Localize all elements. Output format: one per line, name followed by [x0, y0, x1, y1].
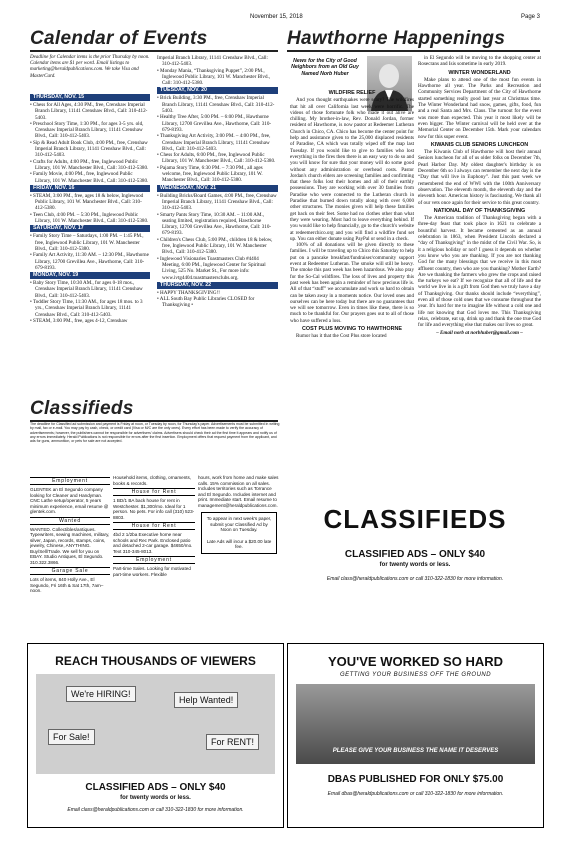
- paragraph: Rumor has it that the Cost Plus store located: [296, 333, 387, 340]
- signature: – Email norb at norbhuber@gmail.com –: [436, 330, 523, 337]
- classified-category: Garage Sale: [30, 567, 110, 575]
- subhead: NATIONAL DAY OF THANKSGIVING: [433, 207, 526, 214]
- reach-ad-title: REACH THOUSANDS OF VIEWERS: [55, 654, 256, 668]
- dba-ad-headline: DBAS PUBLISHED FOR ONLY $75.00: [327, 774, 504, 785]
- reach-ad-image: [36, 674, 275, 774]
- classifieds-column-2: [113, 475, 195, 615]
- dba-ad-title: YOU'VE WORKED SO HARD: [328, 654, 503, 669]
- classifieds-section: [30, 398, 278, 422]
- dba-ad: [287, 643, 544, 828]
- calendar-section: [30, 28, 278, 52]
- day-header: THURSDAY, NOV. 22: [157, 282, 278, 289]
- dba-ad-email: Email dbas@heraldpublications.com or call 310-322-1830 for more information.: [327, 791, 504, 797]
- calendar-column-2: [157, 55, 278, 390]
- event-item: • Healthy Tree After, 5:00 PM. – 6:00 PM., Hawthorne Library, 12700 Grevillea Ave., Hawthorne, Call: 310-679-8193.: [157, 114, 272, 133]
- late-fee-note: Late Ads will incur a $20.00 late fee.: [201, 536, 277, 554]
- reach-ad-headline: CLASSIFIED ADS – ONLY $40: [85, 782, 226, 793]
- paragraph: The American tradition of Thanksgiving began with a three-day feast that took place in 1621 to celebrate a bountiful harvest. It became cemented as an annual celebration in 1863, when President Lincoln declared a “day of Thanksgiving” in the midst of the Civil War. So, is it a religious holiday or not? I guess it depends on whether you know who you are thanking. If you are not thanking God for the many blessings that we receive in this most affluent country, then who are you thanking? Mother Earth? Are we thanking the farmers who grew the crops and raised the turkeys we eat? If we recognize that all of life and the world we live in is a gift from God then we truly have a day of Thanksgiving. Our thanks should include “everything”, even all of those cold ones that we consume throughout the year. It's hard for me to imagine life without a cold one and life not knowing that God loves me. This Thanksgiving relax, celebrate, eat up, drink up and thank the one true God for life and everything else that makes our lives so great.: [418, 215, 541, 329]
- event-item: • STEAM, 3:00 PM., free, ages 18 & below, Inglewood Public Library, 101 W. Manchester Blvd., Call: 310-412-5380.: [30, 192, 144, 212]
- classifieds-ad-email: Email class@heraldpublications.com or call 310-322-1830 for more information.: [326, 576, 504, 582]
- classified-category: Employment: [113, 556, 195, 564]
- day-header: FRIDAY, NOV. 16: [30, 185, 150, 192]
- classified-listing: Lots of items, 840 Holly Ave., El Segundo, Fri 16th & Sat 17th, 7am–noon.: [30, 577, 104, 593]
- dba-ad-subtitle: GETTING YOUR BUSINESS OFF THE GROUND: [339, 672, 492, 678]
- dba-ad-image: [296, 684, 535, 764]
- event-item: • Family Movie, 4:00 PM., free, Inglewood Public Library, 101 W. Manchester Blvd., Call: 310-412-5380.: [30, 171, 149, 184]
- event-item: • HAPPY THANKSGIVING!!: [157, 289, 220, 296]
- calendar-title: Calendar of Events: [30, 28, 208, 49]
- classified-listing: GLENTEK an El Segundo company looking for Cleaner and Handyman. CNC Lathe setup/operator, 5 years minimum experience, email resume @ glentek.com.: [30, 487, 109, 514]
- classified-listing: Part-time Sales. Looking for motivated part-time workers. Flexible: [113, 566, 191, 577]
- issue-date: November 15, 2018: [250, 14, 303, 20]
- hawthorne-title: Hawthorne Happenings: [287, 28, 506, 49]
- event-item: • Sip & Read Adult Book Club, 4:00 PM., free, Crenshaw Imperial Branch Library, 11141 Crenshaw Blvd., Call: 310-412-5403.: [30, 139, 148, 159]
- hawthorne-section: [287, 28, 540, 52]
- classified-listing: WANTED. Collectibles/antiques. Typewriters, sewing machines, military, silver, Japan, records, stamps, coins, jewelry, Chinese, ANYTHING. Buy/Sell/Trade. We sell for you on EBAY. Studio Antiques, El Segundo. 310.322.3866.: [30, 526, 110, 565]
- event-item: • Monday Mania, “Thanksgiving Puppet”, 2:00 PM., Inglewood Public Library, 101 W. Manchester Blvd., Call: 310-412-5380.: [157, 67, 271, 87]
- paragraph: 100% of all donations will be given directly to these families. I will be traveling up to Chico this Saturday to help put on a pancake breakfast/fundraiser/community support event at Redeemer Lutheran. The smoke will still be heavy. The smoke this past week has been hazardous. We also pray for the So-Cal wildfires. The loss of lives and property this past week has been again a reminder of how precious life is. All of that “stuff” we accumulate and work so hard to obtain can be taken away in a moments notice. Our loved ones and ourselves can be here today but there are no guarantees that we will see tomorrow. Even in times like these, there is so much to be thankful for. Our prayers goes out to all of those who have suffered a loss.: [290, 242, 414, 324]
- hawthorne-column-1: [290, 88, 414, 388]
- submission-note: To appear in next week's paper, submit your Classified Ad by Noon on Tuesday.: [201, 512, 277, 536]
- classifieds-ad: [290, 502, 540, 612]
- classified-category: Employment: [30, 477, 110, 485]
- calendar-title-rule: [30, 50, 278, 52]
- classified-category: Wanted: [30, 517, 110, 525]
- reach-ad-sub: for twenty words or less.: [120, 795, 191, 801]
- event-item: • Teen Club, 4:00 PM. – 5:30 PM., Inglewood Public Library, 101 W. Manchester Blvd., Call: 310-412-5380.: [30, 211, 149, 225]
- paragraph: The Kiwanis Club of Hawthorne will host their annual Seniors luncheon for all of us older folks on December 7th, Pearl Harbor Day. My oldest daughter's birthday is on December 6th so I always can remember the next day is the “Day that will live in Euphony”. Just this past week we remembered the end of WWI with the 100th Anniversary observation. The eleventh month, the eleventh day and the eleventh hour. American history is fascinating. We thank all of our vets once again for their service to this great country.: [418, 149, 541, 206]
- event-item: • Smarty Pants Story Time, 10:30 AM. – 11:00 AM., seating limited, registration required, Hawthorne Library, 12700 Grevillea Ave., Hawthorne, Call: 310-679-8193.: [157, 211, 272, 237]
- event-item: • ALL South Bay Public Libraries CLOSED for Thanksgiving •: [157, 296, 255, 309]
- event-item: Imperial Branch Library, 11141 Crenshaw Blvd., Call: 310-412-5403.: [157, 55, 268, 68]
- classifieds-logo: CLASSIFIEDS: [323, 504, 507, 534]
- day-header: THURSDAY, NOV. 15: [30, 94, 150, 101]
- classified-listing: hours, work from home and make sales calls. 15% commission on all sales. Includes territories such as Torrance and El Segundo. Includes internet and print. Immediate start. Email resume to management@heraldpublications.com.: [198, 475, 279, 508]
- hiring-sign: We're HIRING!: [66, 686, 136, 702]
- event-item: • Pajama Story Time, 6:30 PM. – 7:30 PM., all ages welcome, free, Inglewood Public Library, 101 W. Manchester Blvd., Call: 310-412-5380.: [157, 164, 263, 184]
- event-item: • Building Bricks/Board Games, 4:00 PM., free, Crenshaw Imperial Branch Library, 11141 Crenshaw Blvd., Call: 310-412-5403.: [157, 192, 277, 212]
- for-sale-sign: For Sale!: [48, 729, 95, 745]
- subhead: KIWANIS CLUB SENIORS LUNCHEON: [430, 141, 529, 148]
- classifieds-ad-sub: for twenty words or less.: [379, 562, 451, 568]
- paragraph: in El Segundo will be moving to the shopping center at Rosecrans and Isis sometime in early 2019.: [418, 55, 541, 68]
- subhead: WILDFIRE RELIEF: [328, 90, 376, 96]
- for-rent-sign: For RENT!: [206, 734, 259, 750]
- paragraph: Make plans to attend one of the most fun events in Hawthorne all year. The Parks and Recreation and Community Services Department of the City of Hawthorne started something really good last year at Christmas time. The Winter Wonderland had snow, games, gifts, food, fun and a real Santa and Mrs. Claus. The turnout for the event was more than expected. This year it most likely will be even bigger. The Winter carnival will be held over at the Memorial Center on December 15th. Mark your calendars now for this super event.: [418, 76, 541, 140]
- event-item: • Toddler Story Time, 11:30 AM., for ages 18 mos. to 3 yrs., Crenshaw Imperial Branch Library, 11141 Crenshaw Blvd., Call: 310-412-5403.: [30, 299, 143, 318]
- classified-category: House for Rent: [113, 522, 195, 530]
- page-number: Page 3: [521, 14, 541, 20]
- classified-category: House for Rent: [113, 488, 195, 496]
- event-item: • Crafts for Adults, 4:00 PM., free, Inglewood Public Library, 101 W. Manchester Blvd., Call: 310-412-5380.: [30, 158, 149, 171]
- event-item: • Baby Story Time, 10:30 AM., for ages 0-18 mos., Crenshaw Imperial Branch Library, 11141 Crenshaw Blvd., Call: 310-412-5403.: [30, 280, 143, 299]
- event-item: • Thanksgiving Art Activity, 3:00 PM. – 4:00 PM., free, Crenshaw Imperial Branch Library, 11141 Crenshaw Blvd., Call: 310-412-5403.: [157, 133, 271, 152]
- classifieds-column-1: [30, 475, 110, 615]
- event-item: • Children's Chess Club, 5:00 PM., children 18 & below, free, Inglewood Public Library, 101 W. Manchester Blvd., Call: 310-412-5380.: [157, 236, 273, 256]
- day-header: MONDAY, NOV. 19: [30, 272, 150, 279]
- event-item: • Family Story Time – Saturdays, 1:00 PM. – 1:45 PM., free, Inglewood Public Library, 101 W. Manchester Blvd., Call: 310-412-5380.: [30, 233, 144, 252]
- event-item: • Inglewood Visionaries Toastmasters Club #4404 Meeting, 6:00 PM., Inglewood Center for Spiritual Living, 525 No. Market St., For more info: www.ivtg4404.toastmastersclubs.org.: [157, 255, 266, 281]
- subhead: COST PLUS MOVING TO HAWTHORNE: [302, 325, 402, 332]
- calendar-column-1: [30, 93, 150, 388]
- hawthorne-title-rule: [287, 50, 540, 52]
- classified-listing: Household items, clothing, ornaments, books & records.: [113, 475, 192, 486]
- dba-ad-banner: PLEASE GIVE YOUR BUSINESS THE NAME IT DESERVES: [332, 748, 499, 754]
- classified-listing: 1 BD/1 BA back house for rent in Westchester. $1,300/mo. Ideal for 1 person. No pets. For info call (310) 523-8803.: [113, 498, 195, 520]
- day-header: SATURDAY, NOV. 17: [30, 225, 150, 232]
- hawthorne-column-2: [418, 55, 541, 390]
- paragraph: And you thought earthquakes were scary? The wildfires that hit all over California last week were horrific. The videos of those fortunate folk who made it out alive are chilling. My brother-in-law, Rev. Donald Jordan, former resident of Hawthorne, is now pastor at Redeemer Lutheran Church in Chico, CA. Chico has become the center point for help and assistance given to the 25,000 displaced residents of Paradise, CA which was totally wiped off the map last Tuesday. If you would like to give to families who lost everything in the fires then there is an easy way to do so and you will know for sure that your money will do some good without any administration or overhead costs. Pastor Jordan's church elders are screening families and confirming that these folks lost their homes and all of their earthly possessions. They are working with over 30 families from Paradise who were connected to the Lutheran church in Paradise that burned down totally along with over 6,000 other structures. The monies given will help these families get back on their feet. Some had no clothes other than what they were wearing. Most had to leave everything behind. If you would like to help financially, go to the church's website at redeemerchico.org and you will find a wildfire fund set up. You can either donate using PayPal or send in a check.: [290, 97, 414, 242]
- subhead: WINTER WONDERLAND: [448, 69, 511, 76]
- classifieds-ad-headline: CLASSIFIED ADS – ONLY $40: [344, 549, 486, 560]
- event-item: • Chess for Adults, 6:00 PM., free, Inglewood Public Library, 101 W. Manchester Blvd., Call: 310-412-5380.: [157, 152, 276, 165]
- hawthorne-headline: News for the City of Good Neighbors from an Old Guy Named Norb Huber: [291, 58, 359, 77]
- calendar-intro: Deadline for Calendar items is the prior Thursday by noon. Calendar items are $1 per word. Email listings to marketing@heraldpublications.com. We take Visa and MasterCard.: [30, 55, 150, 79]
- classified-listing: 4bd 2 1/2ba Executive home near schools and Rec Park. Enclosed patio and detached 2-car garage. $4650/mo. Text 310-345-8013.: [113, 532, 193, 554]
- event-item: • Preschool Story Time, 1:30 PM., for ages 3-5 yrs. old, Crenshaw Imperial Branch Library, 11141 Crenshaw Blvd., Call: 310-412-5403.: [30, 120, 144, 140]
- event-item: • Family Art Activity, 11:30 AM. – 12:30 PM., Hawthorne Library, 12700 Grevillea Ave., Hawthorne, Call: 310-679-8193.: [30, 252, 149, 271]
- reach-ad: [27, 643, 284, 828]
- classifieds-title: Classifieds: [30, 398, 134, 419]
- event-item: • Chess for All Ages, 4:30 PM., free, Crenshaw Imperial Branch Library, 11141 Crenshaw Blvd., Call: 310-412-5403.: [30, 102, 148, 121]
- event-item: • Brick Building, 3:30 PM., free, Crenshaw Imperial Branch Library, 11141 Crenshaw Blvd., Call: 310-412-5403.: [157, 95, 275, 115]
- day-header: TUESDAY, NOV. 20: [157, 87, 278, 94]
- day-header: WEDNESDAY, NOV. 21: [157, 185, 278, 192]
- classifieds-disclaimer: The deadline for Classified ad submission and payment is Friday at noon, or Tuesday by noon, for Thursday's paper. Advertisements must be submitted in writing by mail, fax or e-mail. You may pay by cash, check, or credit card (Visa or M/C are the only ones). Every effort has been made to verify the accuracy of advertisements; however, the publishers cannot be responsible for advertisers' claims. Advertisers should check their ad the first time it appears and notify us of any errors immediately. Herald Publications is not responsible for errors after the first insertion. Employment offers that request payment from the applicant, and ads for guns, ammunition, or pets for sale are not accepted.: [30, 422, 280, 444]
- help-wanted-sign: Help Wanted!: [174, 692, 238, 708]
- event-item: • STEAM, 3:00 PM., free, ages 4-12, Crenshaw: [30, 317, 128, 324]
- classifieds-column-3: [198, 475, 280, 615]
- reach-ad-email: Email class@heraldpublications.com or call 310-322-1830 for more information.: [67, 807, 244, 813]
